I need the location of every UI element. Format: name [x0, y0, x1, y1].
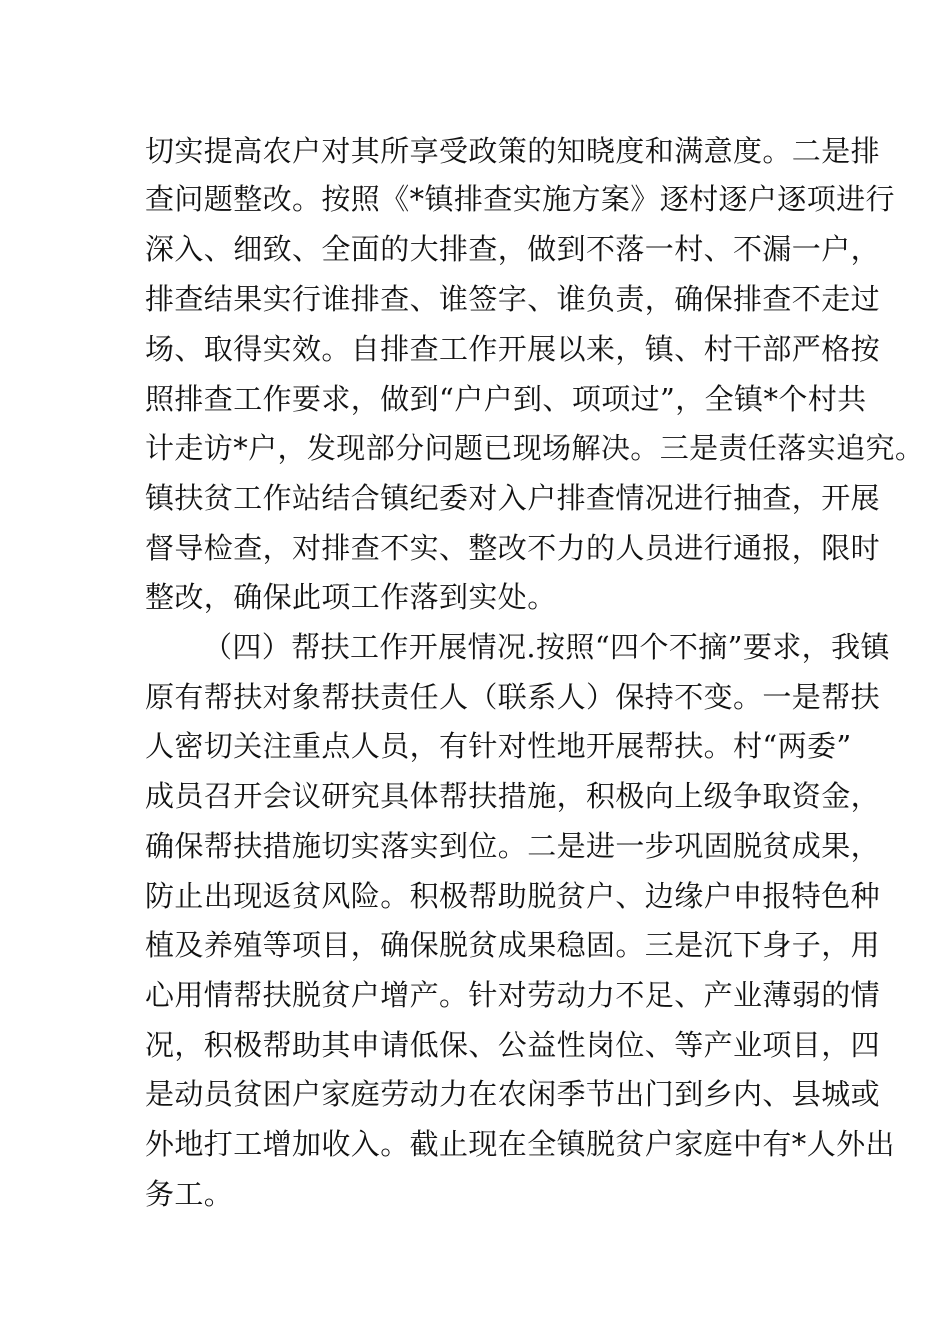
text-line: 确保帮扶措施切实落实到位。二是进一步巩固脱贫成果， — [145, 829, 881, 863]
text-line: 植及养殖等项目，确保脱贫成果稳固。三是沉下身子，用 — [145, 928, 881, 962]
text-line: 场、取得实效。自排查工作开展以来，镇、村干部严格按 — [145, 332, 881, 366]
text-line: 督导检查，对排查不实、整改不力的人员进行通报，限时 — [145, 531, 881, 565]
text-line: 况，积极帮助其申请低保、公益性岗位、等产业项目，四 — [145, 1028, 881, 1062]
text-line: 计走访*户，发现部分问题已现场解决。三是责任落实追究。 — [145, 431, 925, 465]
text-line: 原有帮扶对象帮扶责任人（联系人）保持不变。一是帮扶 — [145, 680, 881, 714]
text-line: 整改，确保此项工作落到实处。 — [145, 580, 557, 614]
text-line: 切实提高农户对其所享受政策的知晓度和满意度。二是排 — [145, 134, 881, 168]
text-line: 成员召开会议研究具体帮扶措施，积极向上级争取资金， — [145, 779, 881, 813]
text-line: 务工。 — [145, 1177, 234, 1211]
text-line: 照排查工作要求，做到“户户到、项项过”，全镇*个村共 — [145, 382, 867, 416]
text-line: 查问题整改。按照《*镇排查实施方案》逐村逐户逐项进行 — [145, 182, 895, 216]
text-line: 外地打工增加收入。截止现在全镇脱贫户家庭中有*人外出 — [145, 1127, 895, 1161]
text-line: 心用情帮扶脱贫户增产。针对劳动力不足、产业薄弱的情 — [145, 978, 881, 1012]
text-line: 防止出现返贫风险。积极帮助脱贫户、边缘户申报特色种 — [145, 879, 881, 913]
text-line: 深入、细致、全面的大排查，做到不落一村、不漏一户， — [145, 232, 881, 266]
text-line: 镇扶贫工作站结合镇纪委对入户排查情况进行抽查，开展 — [145, 481, 881, 515]
text-line: 排查结果实行谁排查、谁签字、谁负责，确保排查不走过 — [145, 282, 881, 316]
text-line: 是动员贫困户家庭劳动力在农闲季节出门到乡内、县城或 — [145, 1077, 881, 1111]
text-line: 人密切关注重点人员，有针对性地开展帮扶。村“两委” — [145, 729, 852, 763]
paragraph-start-line: （四）帮扶工作开展情况.按照“四个不摘”要求，我镇 — [203, 630, 890, 664]
